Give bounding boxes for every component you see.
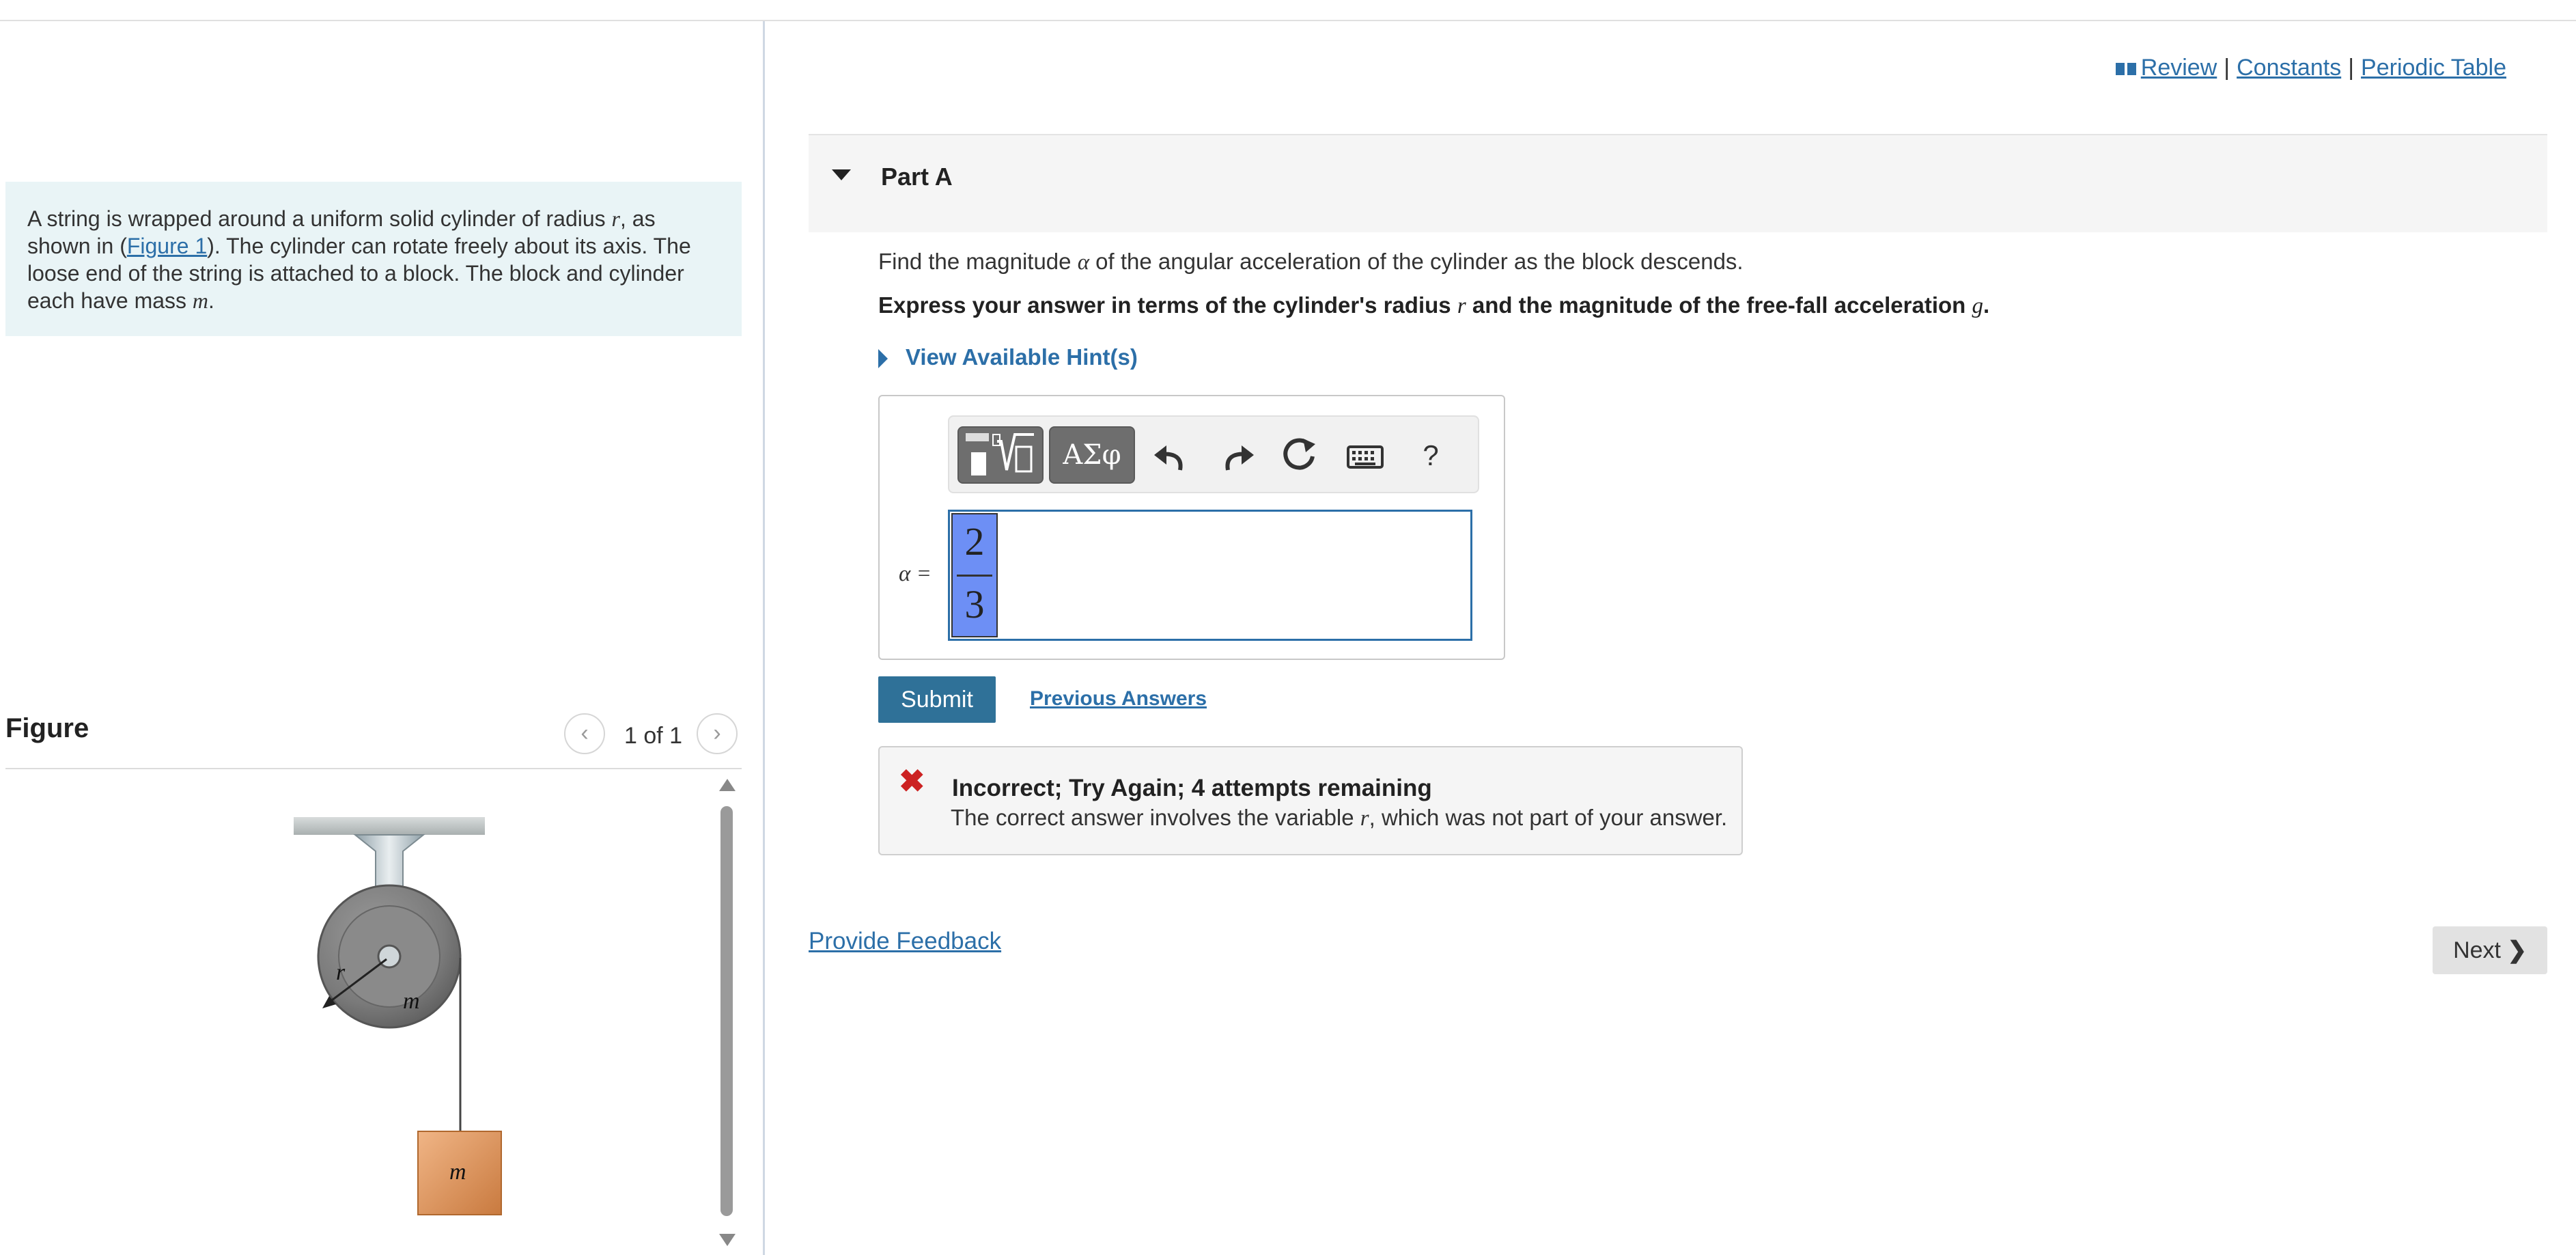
undo-icon	[1147, 432, 1195, 480]
question-text	[878, 249, 1744, 275]
reset-icon	[1276, 432, 1324, 480]
symbols-button[interactable]	[1049, 426, 1135, 484]
fraction-denominator[interactable]: 3	[964, 582, 985, 626]
problem-var-r: r	[611, 206, 620, 231]
question-part: Find the magnitude	[878, 249, 1078, 274]
help-button[interactable]	[1407, 432, 1455, 480]
part-title: Part A	[881, 163, 953, 191]
problem-text: , as shown in (	[27, 206, 656, 258]
answer-input[interactable]	[948, 510, 1472, 641]
provide-feedback-link[interactable]: Provide Feedback	[809, 928, 1002, 954]
question-part: of the angular acceleration of the cylinder as the block descends.	[1089, 249, 1744, 274]
hints-label: View Available Hint(s)	[906, 344, 1138, 370]
instruction-text	[878, 292, 1989, 319]
periodic-table-link[interactable]: Periodic Table	[2361, 55, 2506, 81]
top-links	[2115, 55, 2506, 81]
help-icon: ?	[1423, 439, 1439, 471]
templates-icon	[959, 428, 1042, 482]
figure-scrollbar[interactable]	[717, 779, 738, 1250]
scroll-down-arrow-icon[interactable]	[719, 1234, 736, 1246]
redo-icon	[1213, 432, 1261, 480]
ceiling-bar	[294, 817, 485, 835]
instruction-var-r: r	[1457, 294, 1466, 318]
next-button[interactable]	[2433, 926, 2547, 974]
scroll-up-arrow-icon[interactable]	[719, 779, 736, 791]
figure-counter: 1 of 1	[624, 723, 683, 749]
caret-down-icon[interactable]	[832, 169, 851, 180]
review-link[interactable]: Review	[2140, 55, 2217, 81]
feedback-title: Incorrect; Try Again; 4 attempts remaining	[952, 775, 1432, 801]
fraction-bar	[957, 575, 992, 577]
block-mass-label: m	[449, 1159, 466, 1185]
problem-var-m: m	[192, 288, 209, 313]
feedback-text	[951, 805, 1727, 831]
instruction-part: Express your answer in terms of the cylinder's radius	[878, 292, 1457, 318]
reset-button[interactable]	[1276, 432, 1324, 480]
answer-box	[878, 395, 1505, 660]
chevron-left-icon: ‹	[580, 720, 589, 746]
view-hints-toggle[interactable]	[878, 344, 1138, 370]
link-separator: |	[2224, 55, 2230, 81]
symbols-label: ΑΣφ	[1063, 439, 1121, 471]
panel-divider[interactable]	[763, 21, 765, 1255]
error-x-icon: ✖	[899, 763, 925, 799]
caret-right-icon	[878, 349, 888, 368]
pulley-figure	[273, 806, 519, 1230]
templates-button[interactable]	[957, 426, 1044, 484]
figure-link[interactable]: Figure 1	[126, 234, 208, 258]
answer-label: α =	[899, 562, 932, 586]
scroll-thumb[interactable]	[720, 806, 733, 1216]
redo-button[interactable]	[1213, 432, 1261, 480]
problem-statement	[5, 182, 742, 336]
problem-text: A string is wrapped around a uniform solid cylinder of radius	[27, 206, 612, 231]
figure-prev-button[interactable]	[564, 713, 605, 754]
keyboard-icon	[1341, 432, 1389, 480]
submit-button[interactable]: Submit	[878, 676, 996, 723]
feedback-var-r: r	[1360, 806, 1369, 831]
fraction-numerator[interactable]: 2	[964, 519, 985, 564]
instruction-part: and the magnitude of the free-fall acceleration	[1466, 292, 1972, 318]
undo-button[interactable]	[1147, 432, 1195, 480]
part-a-header[interactable]	[809, 134, 2547, 232]
previous-answers-link[interactable]: Previous Answers	[1030, 687, 1207, 710]
question-var-alpha: α	[1077, 250, 1090, 275]
problem-text: ). The cylinder can rotate freely about its axis. The loose end of the string is attached to a block. The block and cylinder each have mass	[27, 234, 691, 313]
math-toolbar	[948, 415, 1479, 493]
radius-label: r	[336, 960, 346, 985]
fraction-selection[interactable]	[951, 513, 998, 637]
keyboard-button[interactable]	[1341, 432, 1389, 480]
instruction-var-g: g	[1972, 294, 1983, 318]
feedback-part: The correct answer involves the variable	[951, 805, 1360, 830]
figure-header	[5, 704, 742, 769]
next-label: Next	[2453, 937, 2501, 963]
chevron-right-icon: ›	[713, 720, 721, 746]
figure-title: Figure	[5, 713, 89, 743]
constants-link[interactable]: Constants	[2237, 55, 2342, 81]
problem-text: .	[208, 288, 214, 313]
book-icon	[2115, 61, 2137, 77]
cylinder-mass-label: m	[403, 989, 420, 1014]
feedback-part: , which was not part of your answer.	[1369, 805, 1728, 830]
instruction-part: .	[1983, 292, 1990, 318]
chevron-right-icon: ❯	[2507, 937, 2527, 963]
feedback-box	[878, 746, 1743, 855]
link-separator: |	[2348, 55, 2355, 81]
figure-next-button[interactable]	[697, 713, 738, 754]
